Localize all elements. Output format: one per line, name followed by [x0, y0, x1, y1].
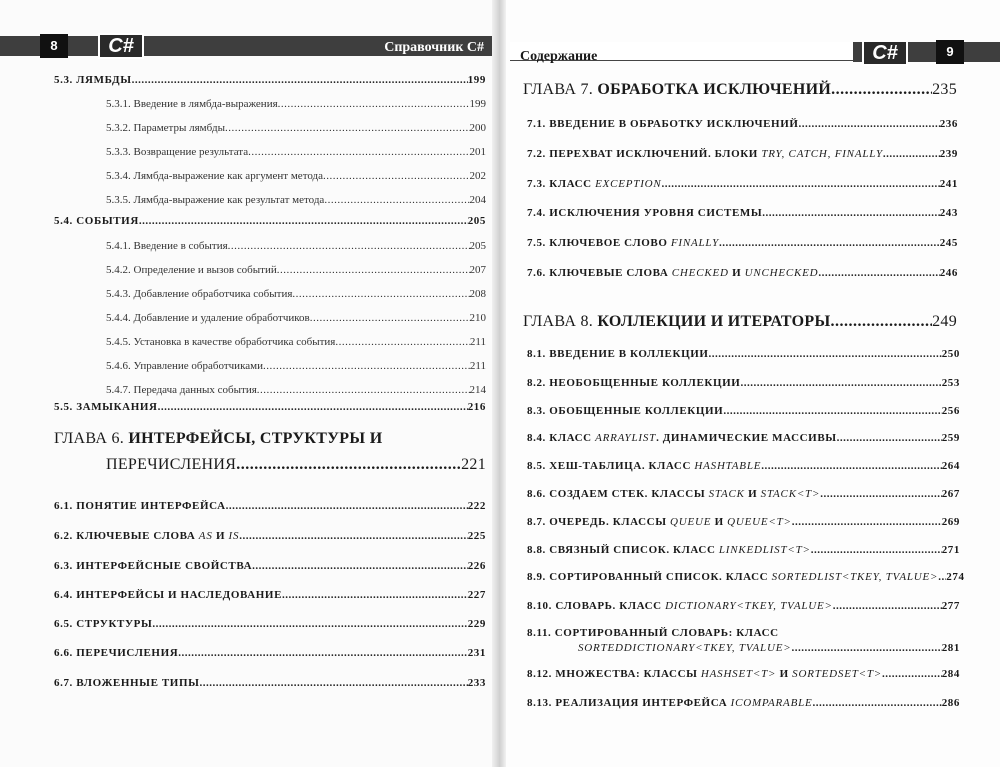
toc-ch7-entry-1-text: TRY, CATCH, FINALLY [761, 148, 883, 160]
chapter-7-heading [523, 81, 957, 99]
toc-entry-11-page: 211 [469, 336, 486, 348]
toc-entry-13-page: 214 [469, 384, 486, 396]
toc-entry-12 [106, 360, 486, 372]
toc-ch7-entry-4-page: 245 [939, 237, 958, 249]
toc-entry-8-page: 207 [469, 264, 486, 276]
toc-entry-12-page: 211 [469, 360, 486, 372]
toc-ch8-entry-9-title [527, 600, 833, 612]
toc-ch8-entry-3-title [527, 432, 837, 444]
toc-ch6-entry-6-title [54, 677, 200, 689]
toc-entry-9-leader [292, 288, 469, 300]
toc-ch8-tail-entry-0-text: И [776, 668, 793, 680]
toc-ch8-tail-entry-1-page: 286 [941, 697, 960, 709]
toc-ch7-entry-5-text: 7.6. КЛЮЧЕВЫЕ СЛОВА [527, 267, 672, 279]
toc-ch8-entry-6-text: И [711, 516, 728, 528]
toc-ch7-entry-2-title [527, 178, 662, 190]
toc-ch7-entry-1-page: 239 [939, 148, 958, 160]
toc-entry-12-text: 5.4.6. Управление обработчиками [106, 360, 263, 372]
toc-entry-6-page: 205 [467, 215, 486, 227]
toc-entry-4-text: 5.3.4. Лямбда-выражение как аргумент метода [106, 170, 324, 182]
toc-ch8-tail-entry-0-leader [882, 668, 942, 680]
toc-ch6-entry-1-leader [239, 530, 467, 542]
toc-ch8-entry-0-page: 250 [941, 348, 960, 360]
toc-ch8-entry-3-text: . ДИНАМИЧЕСКИЕ МАССИВЫ [656, 432, 837, 444]
right-running-title: Содержание [520, 49, 598, 64]
toc-ch8-entry-5-page: 267 [941, 488, 960, 500]
chapter-6-heading-line2 [106, 456, 486, 474]
toc-entry-14-text: 5.5. ЗАМЫКАНИЯ [54, 401, 158, 413]
toc-ch8-tail-entry-0-title [527, 668, 882, 680]
toc-ch8-entry-9 [527, 600, 960, 612]
toc-entry-8-11-line1: 8.11. СОРТИРОВАННЫЙ СЛОВАРЬ: КЛАСС [527, 627, 779, 639]
toc-entry-11-leader [335, 336, 470, 348]
toc-ch7-entry-4-text: 7.5. КЛЮЧЕВОЕ СЛОВО [527, 237, 671, 249]
toc-ch7-entry-4-text: FINALLY [670, 237, 720, 249]
toc-ch6-entry-4-title [54, 618, 152, 630]
chapter-8-heading [523, 313, 957, 331]
toc-entry-1 [106, 98, 486, 110]
toc-entry-10-leader [310, 312, 470, 324]
toc-ch7-entry-2 [527, 178, 958, 190]
toc-ch7-entry-5 [527, 267, 958, 279]
toc-entry-11-title [106, 336, 335, 348]
toc-ch8-entry-5-leader [820, 488, 941, 500]
toc-entry-5-page: 204 [469, 194, 486, 206]
toc-ch7-entry-3-page: 243 [939, 207, 958, 219]
toc-entry-0-title [54, 74, 132, 86]
toc-ch6-entry-2-text: 6.3. ИНТЕРФЕЙСНЫЕ СВОЙСТВА [54, 560, 253, 572]
toc-ch7-entry-3-title [527, 207, 762, 219]
chapter-6-title-line2: ПЕРЕЧИСЛЕНИЯ [106, 456, 237, 473]
toc-ch8-entry-6-text: QUEUE [669, 516, 712, 528]
toc-entry-13-leader [257, 384, 470, 396]
toc-ch8-entry-4-text: 8.5. ХЕШ-ТАБЛИЦА. КЛАСС [527, 460, 695, 472]
toc-ch6-entry-4-text: 6.5. СТРУКТУРЫ [54, 618, 153, 630]
toc-ch8-entry-5 [527, 488, 960, 500]
toc-ch8-entry-9-leader [833, 600, 942, 612]
toc-entry-10-title [106, 312, 310, 324]
chapter-7-title: ОБРАБОТКА ИСКЛЮЧЕНИЙ [597, 81, 832, 98]
toc-entry-8-11-page: 281 [941, 642, 960, 654]
toc-ch8-entry-5-title [527, 488, 820, 500]
left-page-number: 8 [40, 34, 68, 58]
toc-entry-9 [106, 288, 486, 300]
chapter-7-page: 235 [932, 81, 957, 98]
toc-entry-7-leader [228, 240, 470, 252]
toc-ch8-entry-0-title [527, 348, 709, 360]
toc-entry-3-text: 5.3.3. Возвращение результата [106, 146, 249, 158]
toc-ch6-entry-5-leader [178, 647, 467, 659]
toc-ch6-entry-1-text: IS [228, 530, 240, 542]
toc-ch6-entry-5-page: 231 [467, 647, 486, 659]
toc-entry-4-leader [323, 170, 469, 182]
toc-entry-3-leader [248, 146, 469, 158]
toc-ch6-entry-3-title [54, 589, 282, 601]
toc-entry-8-11-line2 [578, 642, 960, 654]
toc-ch8-tail-entry-1-title [527, 697, 813, 709]
toc-entry-3 [106, 146, 486, 158]
toc-entry-9-page: 208 [469, 288, 486, 300]
toc-ch6-entry-4 [54, 618, 486, 630]
right-page-number: 9 [936, 40, 964, 64]
toc-entry-1-text: 5.3.1. Введение в лямбда-выражения [106, 98, 278, 110]
toc-entry-3-title [106, 146, 248, 158]
toc-ch8-tail-entry-0-text: SORTEDSET<T> [792, 668, 883, 680]
toc-ch8-entry-2-title [527, 405, 723, 417]
toc-ch8-entry-3-page: 259 [941, 432, 960, 444]
toc-entry-8-text: 5.4.2. Определение и вызов событий [106, 264, 277, 276]
toc-ch7-entry-5-text: CHECKED [671, 267, 729, 279]
toc-entry-10-text: 5.4.4. Добавление и удаление обработчиков [106, 312, 310, 324]
toc-ch8-entry-5-text: 8.6. СОЗДАЕМ СТЕК. КЛАССЫ [527, 488, 709, 500]
chapter-6-page: 221 [461, 456, 486, 473]
toc-ch7-entry-5-leader [818, 267, 939, 279]
toc-entry-6-text: 5.4. СОБЫТИЯ [54, 215, 139, 227]
toc-ch8-entry-7-leader [811, 544, 942, 556]
toc-ch8-entry-6-text: 8.7. ОЧЕРЕДЬ. КЛАССЫ [527, 516, 670, 528]
toc-entry-11-text: 5.4.5. Установка в качестве обработчика события [106, 336, 336, 348]
toc-entry-14-leader [158, 401, 468, 413]
toc-ch8-entry-5-text: STACK<T> [760, 488, 821, 500]
toc-ch8-entry-3-text: 8.4. КЛАСС [527, 432, 596, 444]
toc-ch8-entry-6-page: 269 [941, 516, 960, 528]
toc-ch8-entry-7-text: LINKEDLIST<T> [718, 544, 811, 556]
toc-ch6-entry-6 [54, 677, 486, 689]
toc-ch6-entry-1-title [54, 530, 239, 542]
toc-ch8-tail-entry-0-text: 8.12. МНОЖЕСТВА: КЛАССЫ [527, 668, 701, 680]
toc-ch6-entry-3-leader [282, 589, 468, 601]
toc-ch8-entry-4-page: 264 [941, 460, 960, 472]
toc-ch7-entry-1 [527, 148, 958, 160]
toc-entry-0-page: 199 [467, 74, 486, 86]
toc-ch7-entry-2-leader [662, 178, 940, 190]
toc-ch7-entry-2-text: EXCEPTION [595, 178, 662, 190]
toc-ch7-entry-1-text: 7.2. ПЕРЕХВАТ ИСКЛЮЧЕНИЙ. БЛОКИ [527, 148, 762, 160]
toc-ch8-entry-9-text: DICTIONARY<TKEY, TVALUE> [665, 600, 833, 612]
toc-ch6-entry-5-text: 6.6. ПЕРЕЧИСЛЕНИЯ [54, 647, 179, 659]
toc-ch7-entry-2-text: 7.3. КЛАСС [527, 178, 596, 190]
toc-ch8-entry-5-text: И [744, 488, 761, 500]
toc-entry-6-leader [139, 215, 468, 227]
toc-ch6-entry-4-leader [152, 618, 467, 630]
toc-ch7-entry-4-title [527, 237, 719, 249]
toc-entry-12-title [106, 360, 263, 372]
toc-entry-0 [54, 74, 486, 86]
toc-ch6-entry-0-leader [226, 500, 468, 512]
toc-entry-8 [106, 264, 486, 276]
toc-ch8-entry-8 [527, 571, 965, 583]
toc-ch8-entry-4-title [527, 460, 761, 472]
toc-ch6-entry-3-page: 227 [467, 589, 486, 601]
toc-entry-8-title [106, 264, 277, 276]
toc-ch8-entry-8-page: 274 [946, 571, 965, 583]
toc-ch8-tail-entry-1-text: ICOMPARABLE [730, 697, 813, 709]
toc-ch6-entry-1-text: И [212, 530, 229, 542]
toc-ch6-entry-6-page: 233 [467, 677, 486, 689]
left-running-title: Справочник C# [384, 40, 484, 55]
toc-ch8-entry-2-leader [723, 405, 941, 417]
toc-ch8-entry-7-title [527, 544, 811, 556]
toc-ch8-tail-entry-1-text: 8.13. РЕАЛИЗАЦИЯ ИНТЕРФЕЙСА [527, 697, 731, 709]
toc-ch7-entry-0 [527, 118, 958, 130]
toc-entry-6 [54, 215, 486, 227]
toc-ch6-entry-6-leader [200, 677, 468, 689]
toc-ch8-entry-0 [527, 348, 960, 360]
toc-entry-13 [106, 384, 486, 396]
chapter-6-title-line1: ИНТЕРФЕЙСЫ, СТРУКТУРЫ И [128, 430, 383, 447]
toc-ch8-entry-6-text: QUEUE<T> [727, 516, 792, 528]
toc-ch6-entry-0-text: 6.1. ПОНЯТИЕ ИНТЕРФЕЙСА [54, 500, 226, 512]
toc-entry-4-title [106, 170, 323, 182]
toc-ch8-entry-4-text: HASHTABLE [694, 460, 762, 472]
toc-ch8-entry-0-text: 8.1. ВВЕДЕНИЕ В КОЛЛЕКЦИИ [527, 348, 709, 360]
chapter-8-title: КОЛЛЕКЦИИ И ИТЕРАТОРЫ [597, 313, 831, 330]
toc-ch7-entry-0-leader [799, 118, 940, 130]
toc-ch8-entry-8-text: 8.9. СОРТИРОВАННЫЙ СПИСОК. КЛАСС [527, 571, 772, 583]
toc-ch6-entry-1 [54, 530, 486, 542]
toc-entry-4-page: 202 [469, 170, 486, 182]
toc-entry-9-title [106, 288, 292, 300]
toc-entry-7 [106, 240, 486, 252]
toc-ch7-entry-3-leader [762, 207, 939, 219]
toc-ch8-entry-9-text: 8.10. СЛОВАРЬ. КЛАСС [527, 600, 666, 612]
toc-ch7-entry-5-page: 246 [939, 267, 958, 279]
toc-ch7-entry-0-title [527, 118, 799, 130]
toc-entry-4 [106, 170, 486, 182]
toc-ch8-tail-entry-0-text: HASHSET<T> [700, 668, 777, 680]
toc-entry-9-text: 5.4.3. Добавление обработчика события [106, 288, 293, 300]
toc-entry-10-page: 210 [469, 312, 486, 324]
book-gutter [492, 0, 506, 767]
toc-ch8-entry-2-text: 8.3. ОБОБЩЕННЫЕ КОЛЛЕКЦИИ [527, 405, 724, 417]
chapter-8-page: 249 [932, 313, 957, 330]
toc-ch7-entry-4-leader [719, 237, 940, 249]
toc-ch8-entry-7 [527, 544, 960, 556]
toc-entry-2-text: 5.3.2. Параметры лямбды [106, 122, 225, 134]
toc-entry-5-title [106, 194, 324, 206]
toc-ch8-entry-2 [527, 405, 960, 417]
toc-ch6-entry-1-text: AS [198, 530, 213, 542]
toc-ch8-entry-1 [527, 377, 960, 389]
chapter-6-prefix: ГЛАВА 6. [54, 430, 125, 447]
toc-ch8-entry-1-leader [740, 377, 941, 389]
left-logo: C# [98, 33, 144, 59]
toc-entry-1-title [106, 98, 278, 110]
toc-ch7-entry-4 [527, 237, 958, 249]
toc-ch8-entry-4 [527, 460, 960, 472]
chapter-6-heading-line1 [54, 430, 486, 448]
toc-entry-5-text: 5.3.5. Лямбда-выражение как результат метода [106, 194, 325, 206]
toc-entry-0-leader [132, 74, 468, 86]
toc-entry-5-leader [324, 194, 469, 206]
toc-ch8-entry-1-title [527, 377, 740, 389]
toc-ch7-entry-2-page: 241 [939, 178, 958, 190]
toc-ch8-tail-entry-0 [527, 668, 960, 680]
toc-ch8-entry-2-page: 256 [941, 405, 960, 417]
toc-entry-7-text: 5.4.1. Введение в события [106, 240, 228, 252]
toc-ch8-tail-entry-0-page: 284 [941, 668, 960, 680]
toc-entry-14-page: 216 [467, 401, 486, 413]
toc-entry-1-leader [278, 98, 470, 110]
toc-ch8-entry-1-page: 253 [941, 377, 960, 389]
toc-ch8-entry-6-title [527, 516, 792, 528]
toc-ch8-entry-1-text: 8.2. НЕОБОБЩЕННЫЕ КОЛЛЕКЦИИ [527, 377, 741, 389]
toc-ch8-tail-entry-1 [527, 697, 960, 709]
toc-entry-2-page: 200 [469, 122, 486, 134]
toc-entry-0-text: 5.3. ЛЯМБДЫ [54, 74, 132, 86]
toc-entry-14-title [54, 401, 158, 413]
toc-ch6-entry-0-title [54, 500, 226, 512]
toc-ch6-entry-5 [54, 647, 486, 659]
toc-entry-12-leader [263, 360, 470, 372]
toc-ch6-entry-2-title [54, 560, 252, 572]
toc-ch8-entry-8-title [527, 571, 938, 583]
toc-ch6-entry-0-page: 222 [467, 500, 486, 512]
toc-entry-8-11-title: SORTEDDICTIONARY<TKEY, TVALUE> [578, 642, 792, 654]
toc-ch7-entry-5-text: UNCHECKED [744, 267, 819, 279]
toc-entry-13-text: 5.4.7. Передача данных события [106, 384, 257, 396]
toc-ch7-entry-5-title [527, 267, 818, 279]
toc-entry-14 [54, 401, 486, 413]
toc-ch6-entry-4-page: 229 [467, 618, 486, 630]
toc-ch6-entry-3-text: 6.4. ИНТЕРФЕЙСЫ И НАСЛЕДОВАНИЕ [54, 589, 283, 601]
toc-ch8-entry-4-leader [761, 460, 941, 472]
toc-entry-13-title [106, 384, 257, 396]
toc-entry-3-page: 201 [469, 146, 486, 158]
toc-ch8-entry-0-leader [709, 348, 942, 360]
toc-ch8-entry-6 [527, 516, 960, 528]
toc-entry-1-page: 199 [469, 98, 486, 110]
toc-ch7-entry-5-text: И [728, 267, 745, 279]
toc-ch7-entry-3-text: 7.4. ИСКЛЮЧЕНИЯ УРОВНЯ СИСТЕМЫ [527, 207, 763, 219]
toc-ch8-entry-8-leader [938, 571, 946, 583]
toc-entry-2 [106, 122, 486, 134]
chapter-8-prefix: ГЛАВА 8. [523, 313, 594, 330]
toc-ch7-entry-1-title [527, 148, 883, 160]
toc-ch8-entry-6-leader [792, 516, 942, 528]
toc-ch6-entry-2-leader [252, 560, 468, 572]
toc-entry-6-title [54, 215, 139, 227]
chapter-7-prefix: ГЛАВА 7. [523, 81, 594, 98]
toc-entry-11 [106, 336, 486, 348]
toc-ch8-entry-5-text: STACK [708, 488, 745, 500]
toc-ch6-entry-5-title [54, 647, 178, 659]
toc-ch7-entry-0-text: 7.1. ВВЕДЕНИЕ В ОБРАБОТКУ ИСКЛЮЧЕНИЙ [527, 118, 799, 130]
toc-ch8-entry-3-leader [837, 432, 942, 444]
toc-ch7-entry-0-page: 236 [939, 118, 958, 130]
toc-ch6-entry-2-page: 226 [467, 560, 486, 572]
toc-ch6-entry-3 [54, 589, 486, 601]
toc-ch8-entry-3 [527, 432, 960, 444]
toc-entry-7-title [106, 240, 228, 252]
toc-entry-8-leader [277, 264, 470, 276]
toc-ch6-entry-1-text: 6.2. КЛЮЧЕВЫЕ СЛОВА [54, 530, 199, 542]
toc-entry-5 [106, 194, 486, 206]
toc-entry-2-title [106, 122, 225, 134]
toc-entry-2-leader [225, 122, 470, 134]
toc-ch6-entry-2 [54, 560, 486, 572]
toc-ch6-entry-1-page: 225 [467, 530, 486, 542]
toc-ch6-entry-6-text: 6.7. ВЛОЖЕННЫЕ ТИПЫ [54, 677, 200, 689]
toc-entry-7-page: 205 [469, 240, 486, 252]
toc-ch7-entry-1-leader [883, 148, 940, 160]
toc-ch8-entry-8-text: SORTEDLIST<TKEY, TVALUE> [771, 571, 939, 583]
toc-ch8-entry-9-page: 277 [941, 600, 960, 612]
toc-ch8-entry-7-text: 8.8. СВЯЗНЫЙ СПИСОК. КЛАСС [527, 544, 719, 556]
toc-ch7-entry-3 [527, 207, 958, 219]
right-logo: C# [862, 40, 908, 66]
toc-entry-10 [106, 312, 486, 324]
toc-ch8-entry-7-page: 271 [941, 544, 960, 556]
toc-ch6-entry-0 [54, 500, 486, 512]
toc-ch8-tail-entry-1-leader [813, 697, 942, 709]
toc-ch8-entry-3-text: ARRAYLIST [595, 432, 657, 444]
